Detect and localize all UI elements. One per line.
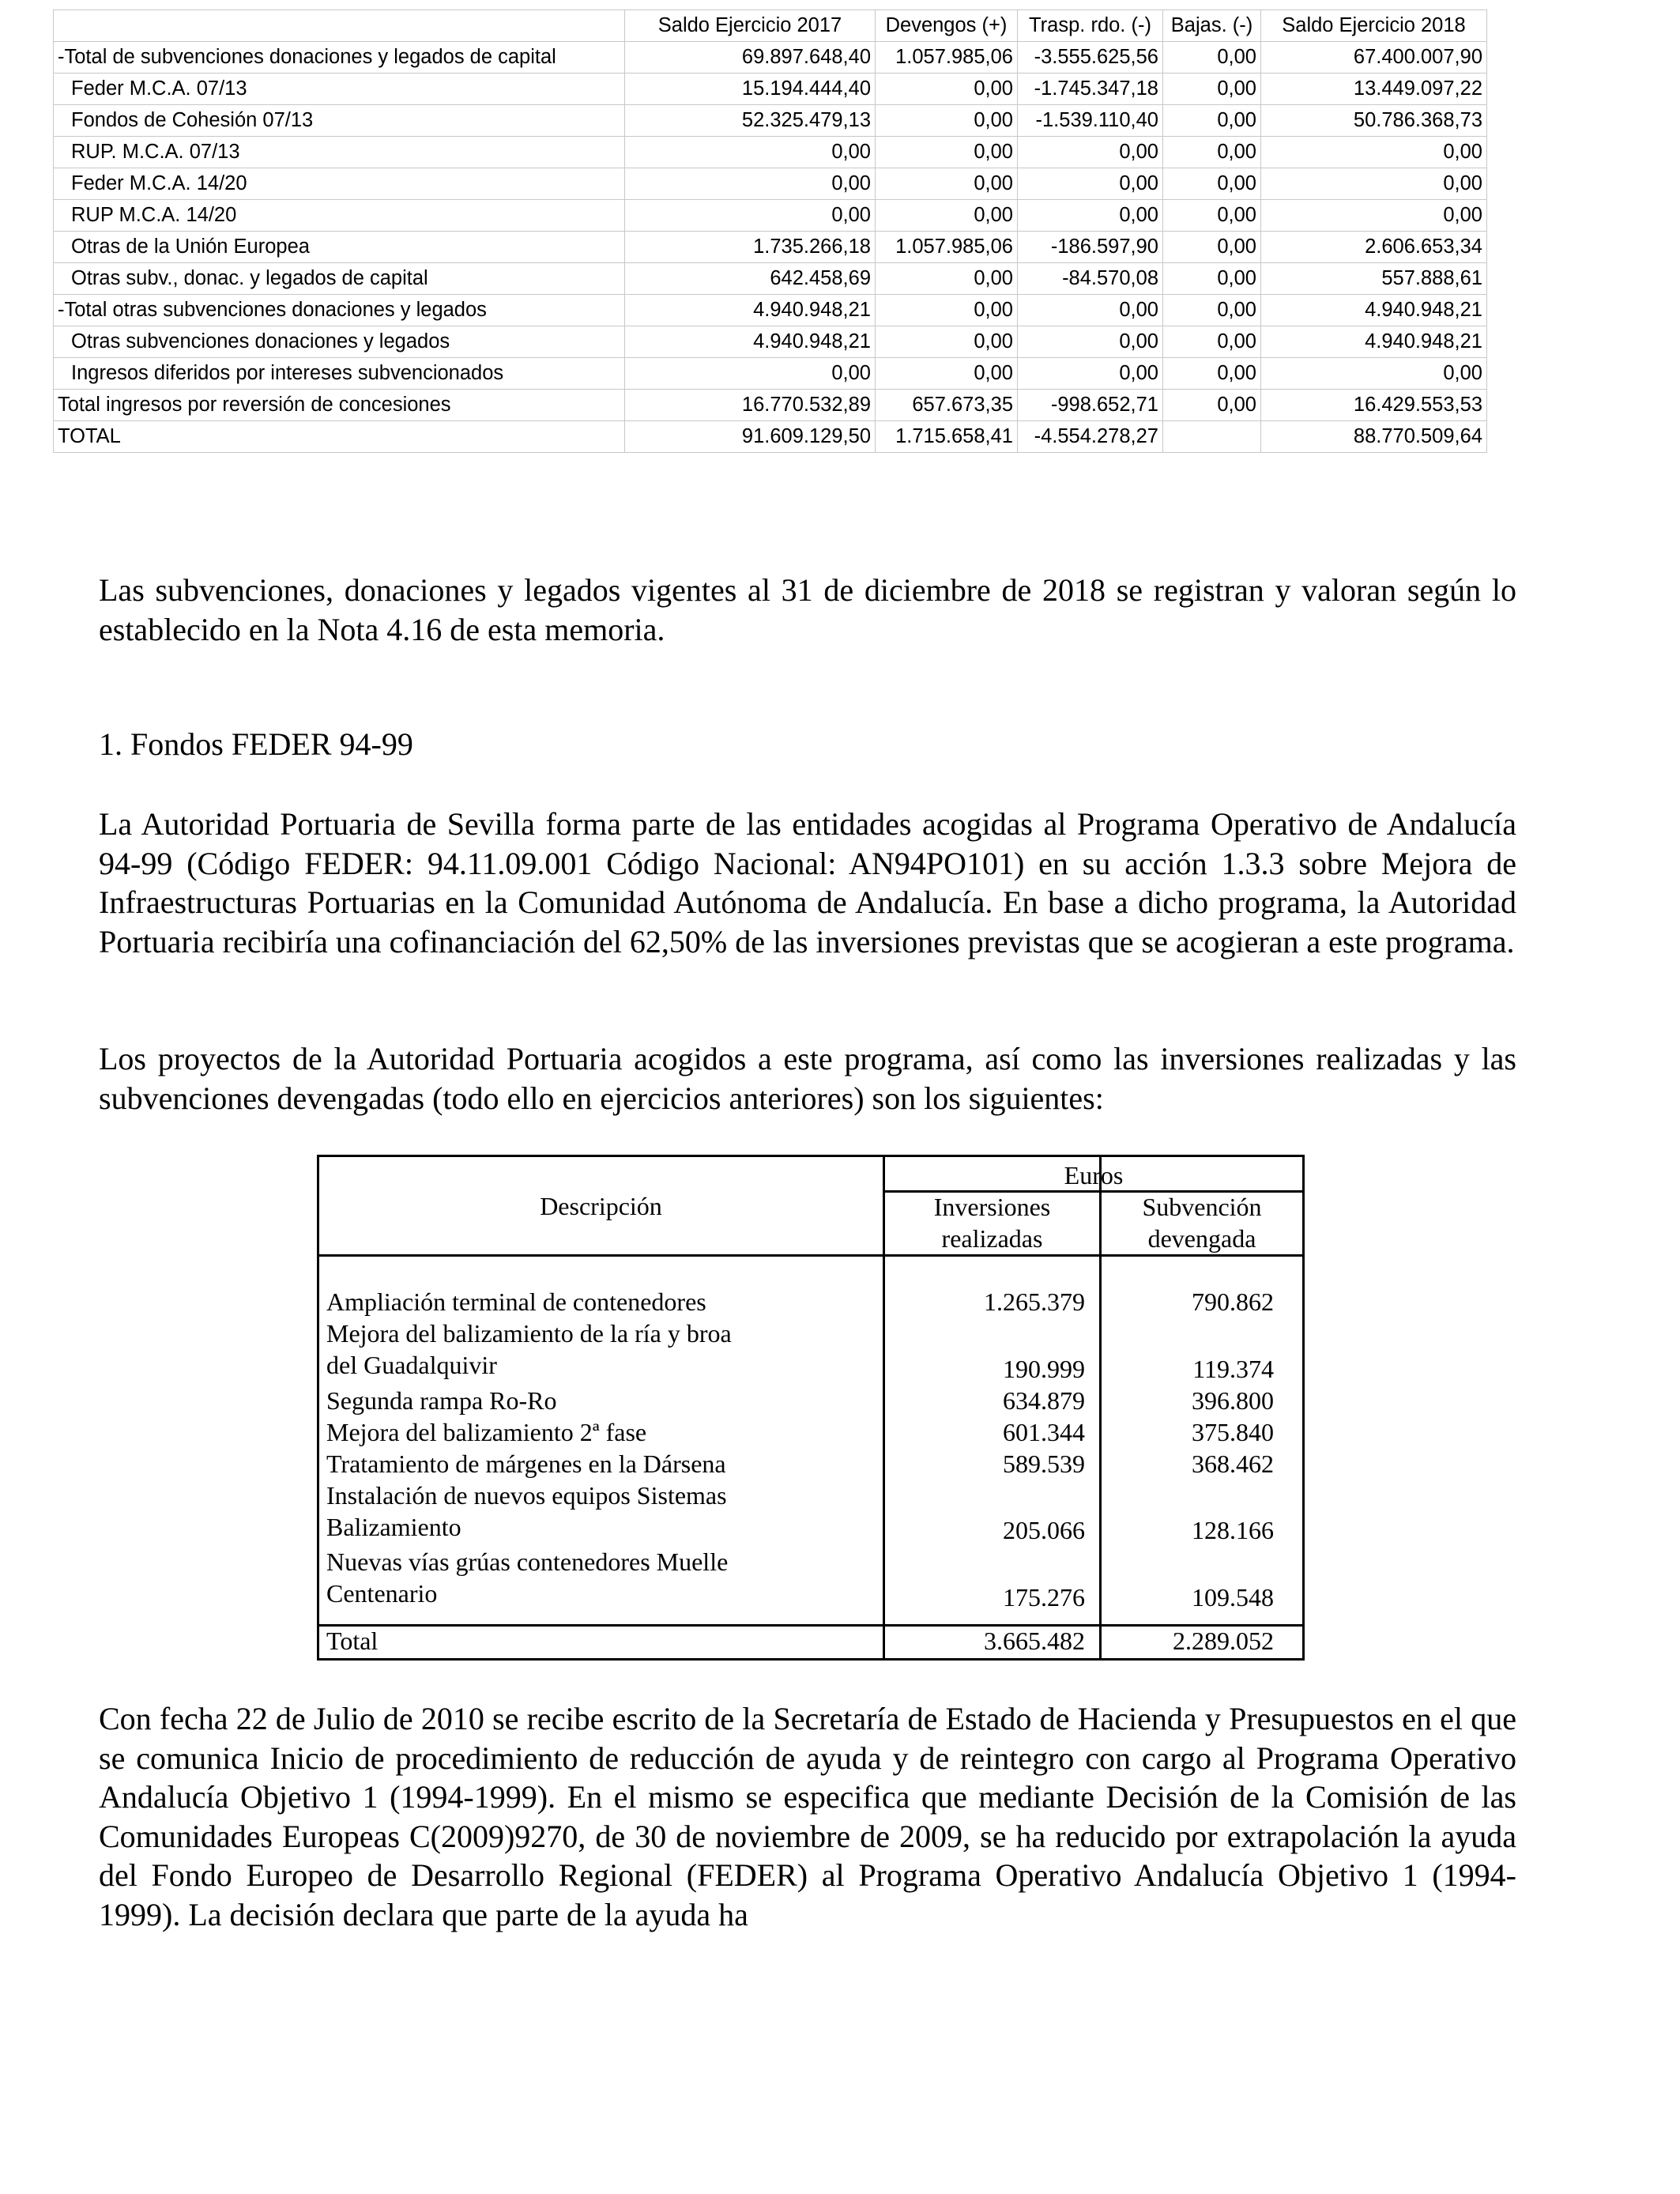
header-description: Descripción <box>540 1192 662 1220</box>
cell-value: 0,00 <box>876 137 1018 168</box>
row-label: Total ingresos por reversión de concesiones <box>54 390 625 421</box>
header-euros: Euros <box>1064 1161 1124 1189</box>
paragraph-reduction-procedure: Con fecha 22 de Julio de 2010 se recibe escrito de la Secretaría de Estado de Hacienda y Presupuestos en el que se comunica Inicio de procedimiento de reducción de ayuda y de reintegro con cargo al Programa Operativo Andalucía Objetivo 1 (1994-1999). En el mismo se especifica que mediante Decisión de la Comisión de las Comunidades Europeas C(2009)9270, de 30 de noviembre de 2009, se ha reducido por extrapolación la ayuda del Fondo Europeo de Desarrollo Regional (FEDER) al Programa Operativo Andalucía Objetivo 1 (1994-1999). La decisión declara que parte de la ayuda ha <box>99 1701 1516 1932</box>
cell-value: 0,00 <box>625 137 876 168</box>
table-row <box>54 74 1487 105</box>
cell-value: 557.888,61 <box>1261 263 1487 295</box>
row-label: -Total otras subvenciones donaciones y legados <box>54 295 625 326</box>
table-row <box>54 137 1487 168</box>
column-header: Saldo Ejercicio 2018 <box>1261 10 1487 42</box>
cell-value: 4.940.948,21 <box>1261 295 1487 326</box>
cell-value: 0,00 <box>1018 200 1163 232</box>
table-row <box>54 358 1487 390</box>
cell-value: 1.057.985,06 <box>876 42 1018 74</box>
table-row <box>54 390 1487 421</box>
project-description: Instalación de nuevos equipos Sistemas <box>326 1480 727 1510</box>
row-label: Otras subvenciones donaciones y legados <box>54 326 625 358</box>
investments-value: 601.344 <box>1003 1417 1085 1446</box>
cell-value: 0,00 <box>1261 168 1487 200</box>
project-description: Centenario <box>326 1579 438 1608</box>
cell-value: 0,00 <box>625 168 876 200</box>
cell-value: 16.770.532,89 <box>625 390 876 421</box>
cell-value: 657.673,35 <box>876 390 1018 421</box>
cell-value: -4.554.278,27 <box>1018 421 1163 453</box>
cell-value: 0,00 <box>1018 358 1163 390</box>
cell-value: 15.194.444,40 <box>625 74 876 105</box>
column-header <box>54 10 625 42</box>
project-description: Tratamiento de márgenes en la Dársena <box>326 1449 726 1478</box>
cell-value: 0,00 <box>1163 42 1261 74</box>
paragraph-program-description: La Autoridad Portuaria de Sevilla forma parte de las entidades acogidas al Programa Operativo de Andalucía 94-99 (Código FEDER: 94.11.09.001 Código Nacional: AN94PO101) en su acción 1.3.3 sobre Mejora de Infraestructuras Portuarias en la Comunidad Autónoma de Andalucía. En base a dicho programa, la Autoridad Portuaria recibiría una cofinanciación del 62,50% de las inversiones previstas que se acogieran a este programa. <box>99 806 1516 959</box>
row-label: Feder M.C.A. 07/13 <box>54 74 625 105</box>
cell-value: -186.597,90 <box>1018 232 1163 263</box>
table-row <box>54 295 1487 326</box>
investments-value: 1.265.379 <box>984 1287 1085 1316</box>
row-label: Otras subv., donac. y legados de capital <box>54 263 625 295</box>
project-description: Nuevas vías grúas contenedores Muelle <box>326 1547 729 1576</box>
cell-value: 91.609.129,50 <box>625 421 876 453</box>
project-description: Balizamiento <box>326 1512 461 1541</box>
cell-value: 0,00 <box>1018 326 1163 358</box>
subsidy-value: 119.374 <box>1192 1354 1274 1383</box>
header-investments-line1: Inversiones <box>933 1193 1051 1221</box>
cell-value: 0,00 <box>876 326 1018 358</box>
cell-value: 16.429.553,53 <box>1261 390 1487 421</box>
header-subsidy-line1: Subvención <box>1142 1193 1262 1221</box>
project-description: Mejora del balizamiento de la ría y broa <box>326 1319 732 1348</box>
table-row <box>54 200 1487 232</box>
total-label: Total <box>326 1627 379 1655</box>
row-label: RUP M.C.A. 14/20 <box>54 200 625 232</box>
row-label: -Total de subvenciones donaciones y legados de capital <box>54 42 625 74</box>
cell-value: -998.652,71 <box>1018 390 1163 421</box>
cell-value: 642.458,69 <box>625 263 876 295</box>
cell-value: 0,00 <box>876 295 1018 326</box>
total-investments: 3.665.482 <box>984 1627 1085 1655</box>
row-label: TOTAL <box>54 421 625 453</box>
cell-value: 1.715.658,41 <box>876 421 1018 453</box>
paragraph-projects-intro: Los proyectos de la Autoridad Portuaria acogidos a este programa, así como las inversiones realizadas y las subvenciones devengadas (todo ello en ejercicios anteriores) son los siguientes: <box>99 1041 1516 1116</box>
row-label: RUP. M.C.A. 07/13 <box>54 137 625 168</box>
row-label: Otras de la Unión Europea <box>54 232 625 263</box>
cell-value: 0,00 <box>1163 326 1261 358</box>
row-label: Fondos de Cohesión 07/13 <box>54 105 625 137</box>
cell-value: 0,00 <box>1163 295 1261 326</box>
cell-value: 4.940.948,21 <box>625 326 876 358</box>
cell-value: -1.539.110,40 <box>1018 105 1163 137</box>
cell-value: 0,00 <box>1018 295 1163 326</box>
subsidy-value: 396.800 <box>1192 1385 1274 1415</box>
cell-value: -84.570,08 <box>1018 263 1163 295</box>
investments-value: 589.539 <box>1003 1449 1085 1478</box>
project-description: Mejora del balizamiento 2ª fase <box>326 1417 647 1446</box>
cell-value: 1.735.266,18 <box>625 232 876 263</box>
cell-value: 0,00 <box>1163 137 1261 168</box>
table-row <box>54 42 1487 74</box>
cell-value: 0,00 <box>1261 200 1487 232</box>
project-description: Ampliación terminal de contenedores <box>326 1287 706 1316</box>
investments-value: 190.999 <box>1003 1354 1085 1383</box>
cell-value: 50.786.368,73 <box>1261 105 1487 137</box>
cell-value: -1.745.347,18 <box>1018 74 1163 105</box>
feder-projects-table <box>317 1155 1305 1661</box>
cell-value: 88.770.509,64 <box>1261 421 1487 453</box>
cell-value: 0,00 <box>1163 263 1261 295</box>
cell-value: 0,00 <box>1163 105 1261 137</box>
subsidies-summary-table <box>53 9 1487 453</box>
cell-value: 1.057.985,06 <box>876 232 1018 263</box>
investments-value: 634.879 <box>1003 1385 1085 1415</box>
column-header: Devengos (+) <box>876 10 1018 42</box>
cell-value: -3.555.625,56 <box>1018 42 1163 74</box>
cell-value <box>1163 421 1261 453</box>
investments-value: 175.276 <box>1003 1582 1085 1612</box>
cell-value: 4.940.948,21 <box>625 295 876 326</box>
cell-value: 0,00 <box>1163 358 1261 390</box>
cell-value: 0,00 <box>876 168 1018 200</box>
column-header: Saldo Ejercicio 2017 <box>625 10 876 42</box>
cell-value: 0,00 <box>1018 168 1163 200</box>
subsidy-value: 790.862 <box>1192 1287 1274 1316</box>
total-subsidy: 2.289.052 <box>1173 1627 1274 1655</box>
column-header: Trasp. rdo. (-) <box>1018 10 1163 42</box>
column-header: Bajas. (-) <box>1163 10 1261 42</box>
cell-value: 0,00 <box>1163 168 1261 200</box>
cell-value: 0,00 <box>625 358 876 390</box>
subsidy-value: 375.840 <box>1192 1417 1274 1446</box>
subsidy-value: 128.166 <box>1192 1516 1274 1544</box>
cell-value: 0,00 <box>876 200 1018 232</box>
cell-value: 0,00 <box>1018 137 1163 168</box>
table-row <box>54 105 1487 137</box>
row-label: Ingresos diferidos por intereses subvencionados <box>54 358 625 390</box>
table-row <box>54 263 1487 295</box>
cell-value: 0,00 <box>1163 74 1261 105</box>
section-heading: 1. Fondos FEDER 94-99 <box>99 726 413 762</box>
header-divider <box>319 1254 1302 1257</box>
subsidy-value: 368.462 <box>1192 1449 1274 1478</box>
cell-value: 0,00 <box>1163 232 1261 263</box>
subsidy-value: 109.548 <box>1192 1582 1274 1612</box>
project-description: del Guadalquivir <box>326 1351 497 1379</box>
project-description: Segunda rampa Ro-Ro <box>326 1385 557 1415</box>
table-header-row <box>54 10 1487 42</box>
cell-value: 13.449.097,22 <box>1261 74 1487 105</box>
table-row <box>54 421 1487 453</box>
cell-value: 0,00 <box>876 74 1018 105</box>
cell-value: 0,00 <box>876 263 1018 295</box>
cell-value: 0,00 <box>876 105 1018 137</box>
cell-value: 0,00 <box>1261 137 1487 168</box>
cell-value: 67.400.007,90 <box>1261 42 1487 74</box>
table-row <box>54 326 1487 358</box>
investments-value: 205.066 <box>1003 1516 1085 1544</box>
cell-value: 2.606.653,34 <box>1261 232 1487 263</box>
header-investments-line2: realizadas <box>941 1224 1043 1253</box>
cell-value: 0,00 <box>876 358 1018 390</box>
table-row <box>54 232 1487 263</box>
cell-value: 4.940.948,21 <box>1261 326 1487 358</box>
paragraph-valuation-note: Las subvenciones, donaciones y legados vigentes al 31 de diciembre de 2018 se registran y valoran según lo establecido en la Nota 4.16 de esta memoria. <box>99 572 1516 647</box>
table-row <box>54 168 1487 200</box>
header-subsidy-line2: devengada <box>1147 1224 1256 1253</box>
cell-value: 52.325.479,13 <box>625 105 876 137</box>
cell-value: 69.897.648,40 <box>625 42 876 74</box>
cell-value: 0,00 <box>625 200 876 232</box>
cell-value: 0,00 <box>1163 200 1261 232</box>
row-label: Feder M.C.A. 14/20 <box>54 168 625 200</box>
cell-value: 0,00 <box>1163 390 1261 421</box>
cell-value: 0,00 <box>1261 358 1487 390</box>
